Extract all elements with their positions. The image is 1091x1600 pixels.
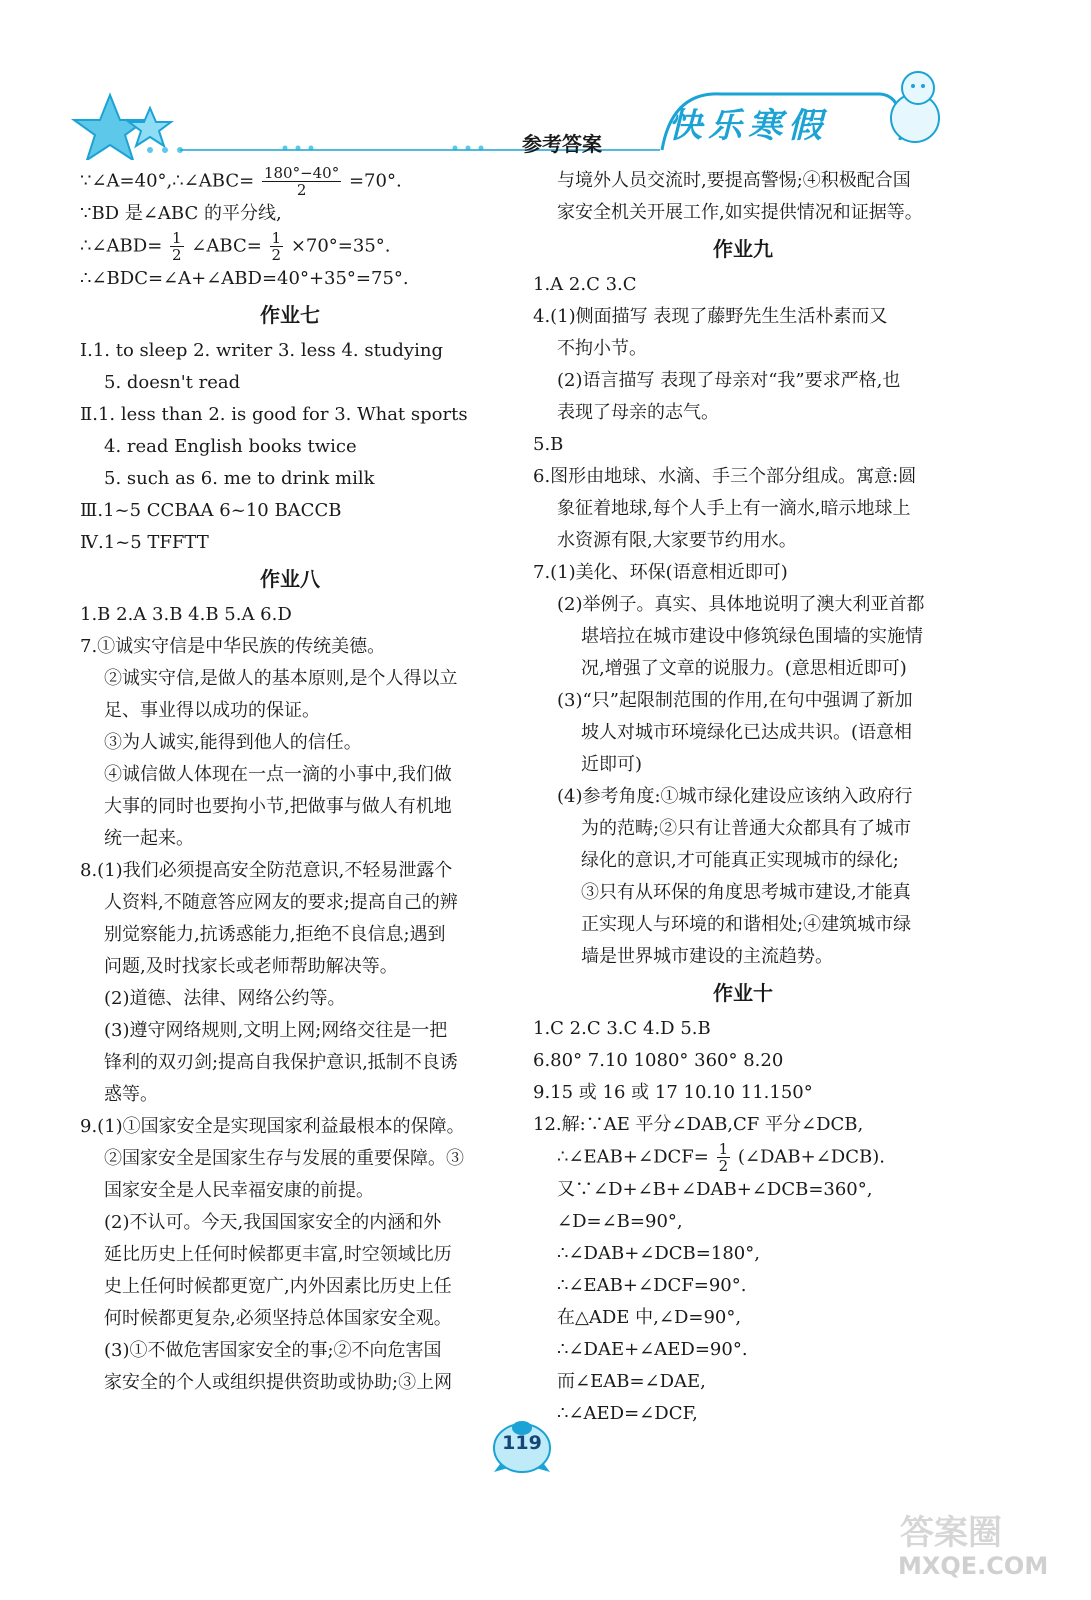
- answer-line: Ⅱ.1. less than 2. is good for 3. What sports: [80, 404, 468, 425]
- page-number-badge: [490, 1416, 554, 1476]
- left-column: [80, 165, 500, 1399]
- math-line: ∠D=∠B=90°,: [557, 1211, 683, 1232]
- answer-line: Ⅰ.1. to sleep 2. writer 3. less 4. studying: [80, 340, 443, 361]
- answer-line: 统一起来。: [104, 828, 194, 849]
- answer-line: ②国家安全是国家生存与发展的重要保障。③: [104, 1148, 464, 1169]
- math-line: 而∠EAB=∠DAE,: [557, 1371, 706, 1392]
- answer-line: 5. such as 6. me to drink milk: [104, 468, 375, 489]
- answer-line: 为的范畴;②只有让普通大众都具有了城市: [581, 818, 912, 839]
- answer-line: 绿化的意识,才可能真正实现城市的绿化;: [581, 850, 899, 871]
- answer-line: ③只有从环保的角度思考城市建设,才能真: [581, 882, 911, 903]
- answer-line: 6.80° 7.10 1080° 360° 8.20: [533, 1050, 784, 1071]
- answer-line: 8.(1)我们必须提高安全防范意识,不轻易泄露个: [80, 860, 453, 881]
- math-line: 在△ADE 中,∠D=90°,: [557, 1307, 742, 1328]
- answer-line: 5.B: [533, 434, 564, 455]
- answer-line: ③为人诚实,能得到他人的信任。: [104, 732, 362, 753]
- answer-line: Ⅳ.1~5 TFFTT: [80, 532, 209, 553]
- answer-line: 1.A 2.C 3.C: [533, 274, 637, 295]
- answer-line: 9.(1)①国家安全是实现国家利益最根本的保障。: [80, 1116, 465, 1137]
- answer-line: 堪培拉在城市建设中修筑绿色围墙的实施情: [581, 626, 923, 647]
- answer-line: 问题,及时找家长或老师帮助解决等。: [104, 956, 398, 977]
- answer-line: ④诚信做人体现在一点一滴的小事中,我们做: [104, 764, 452, 785]
- answer-line: 不拘小节。: [557, 338, 647, 359]
- math-line: 又∵∠D+∠B+∠DAB+∠DCB=360°,: [557, 1179, 873, 1200]
- fraction: $\frac{1}{2}$: [718, 1140, 729, 1175]
- star-cartoon-icon: [74, 95, 171, 160]
- answer-line: (3)遵守网络规则,文明上网;网络交往是一把: [104, 1020, 448, 1041]
- answer-line: (2)不认可。今天,我国国家安全的内涵和外: [104, 1212, 442, 1233]
- answer-line: 延比历史上任何时候都更丰富,时空领域比历: [104, 1244, 452, 1265]
- math-line: ∵∠A=40°,∴∠ABC= $\frac{180^\circ-40^\circ}{2}$ =70°.: [80, 164, 402, 199]
- answer-line: 别觉察能力,抗诱惑能力,拒绝不良信息;遇到: [104, 924, 446, 945]
- answer-line: 人资料,不随意答应网友的要求;提高自己的辨: [104, 892, 458, 913]
- answer-line: 墙是世界城市建设的主流趋势。: [581, 946, 833, 967]
- brand-title: 快乐寒假: [668, 106, 828, 146]
- answer-line: 12.解:∵AE 平分∠DAB,CF 平分∠DCB,: [533, 1114, 864, 1135]
- fraction: $\frac{1}{2}$: [172, 229, 182, 264]
- watermark-logo: 答案圈: [900, 1513, 1002, 1553]
- fraction: $\frac{180^\circ-40^\circ}{2}$: [263, 164, 340, 199]
- answer-line: 家安全的个人或组织提供资助或协助;③上网: [104, 1372, 453, 1393]
- section-title-hw10: 作业十: [713, 981, 773, 1005]
- answer-line: (3)①不做危害国家安全的事;②不向危害国: [104, 1340, 442, 1361]
- answer-line: (2)语言描写 表现了母亲对“我”要求严格,也: [557, 370, 901, 391]
- answer-line: 足、事业得以成功的保证。: [104, 700, 320, 721]
- answer-line: 况,增强了文章的说服力。(意思相近即可): [581, 658, 907, 679]
- answer-line: 5. doesn't read: [104, 372, 241, 393]
- answer-line: (2)道德、法律、网络公约等。: [104, 988, 346, 1009]
- answer-line: 大事的同时也要拘小节,把做事与做人有机地: [104, 796, 452, 817]
- answer-line: 何时候都更复杂,必须坚持总体国家安全观。: [104, 1308, 452, 1329]
- answer-line: (4)参考角度:①城市绿化建设应该纳入政府行: [557, 786, 913, 807]
- answer-line: 坡人对城市环境绿化已达成共识。(语意相: [581, 722, 913, 743]
- snowman-icon: [891, 72, 939, 142]
- answer-line: 近即可): [581, 754, 643, 775]
- math-line: ∴∠BDC=∠A+∠ABD=40°+35°=75°.: [80, 268, 409, 289]
- math-line: ∵BD 是∠ABC 的平分线,: [80, 203, 282, 224]
- math-line: ∴∠EAB+∠DCF= $\frac{1}{2}$ (∠DAB+∠DCB).: [557, 1140, 885, 1175]
- section-title-hw8: 作业八: [260, 567, 320, 591]
- math-line: ∴∠EAB+∠DCF=90°.: [557, 1275, 747, 1296]
- answer-line: 国家安全是人民幸福安康的前提。: [104, 1180, 374, 1201]
- section-title-hw9: 作业九: [713, 237, 773, 261]
- answer-line: 9.15 或 16 或 17 10.10 11.150°: [533, 1082, 813, 1103]
- section-label: 参考答案: [522, 132, 602, 156]
- math-line: ∴∠DAB+∠DCB=180°,: [557, 1243, 760, 1264]
- answer-line: 水资源有限,大家要节约用水。: [557, 530, 797, 551]
- fraction: $\frac{1}{2}$: [271, 229, 282, 264]
- right-column: [533, 165, 953, 1430]
- section-title-hw7: 作业七: [260, 303, 320, 327]
- answer-line: 1.B 2.A 3.B 4.B 5.A 6.D: [80, 604, 292, 625]
- answer-line: ②诚实守信,是做人的基本原则,是个人得以立: [104, 668, 458, 689]
- answer-line: (3)“只”起限制范围的作用,在句中强调了新加: [557, 690, 913, 711]
- watermark-url: MXQE.COM: [898, 1552, 1049, 1580]
- math-line: ∴∠AED=∠DCF,: [557, 1403, 698, 1424]
- answer-line: 与境外人员交流时,要提高警惕;④积极配合国: [557, 170, 911, 191]
- math-line: ∴∠DAE+∠AED=90°.: [557, 1339, 748, 1360]
- answer-line: 6.图形由地球、水滴、手三个部分组成。寓意:圆: [533, 466, 917, 487]
- answer-line: 4.(1)侧面描写 表现了藤野先生生活朴素而又: [533, 306, 888, 327]
- answer-line: 锋利的双刃剑;提高自我保护意识,抵制不良诱: [104, 1052, 458, 1073]
- page-number: 119: [502, 1432, 542, 1454]
- answer-line: 7.①诚实守信是中华民族的传统美德。: [80, 636, 386, 657]
- answer-line: 惑等。: [104, 1084, 158, 1105]
- math-line: ∴∠ABD= $\frac{1}{2}$ ∠ABC= $\frac{1}{2}$ ×70°=35°.: [80, 229, 391, 264]
- answer-line: 正实现人与环境的和谐相处;④建筑城市绿: [581, 914, 912, 935]
- answer-line: 史上任何时候都更宽广,内外因素比历史上任: [104, 1276, 452, 1297]
- answer-line: 象征着地球,每个人手上有一滴水,暗示地球上: [557, 498, 911, 519]
- answer-line: (2)举例子。真实、具体地说明了澳大利亚首都: [557, 594, 925, 615]
- answer-line: 4. read English books twice: [104, 436, 357, 457]
- answer-line: Ⅲ.1~5 CCBAA 6~10 BACCB: [80, 500, 342, 521]
- answer-line: 表现了母亲的志气。: [557, 402, 719, 423]
- page-header: [0, 0, 1091, 160]
- answer-line: 7.(1)美化、环保(语意相近即可): [533, 562, 788, 583]
- answer-line: 1.C 2.C 3.C 4.D 5.B: [533, 1018, 711, 1039]
- answer-line: 家安全机关开展工作,如实提供情况和证据等。: [557, 202, 923, 223]
